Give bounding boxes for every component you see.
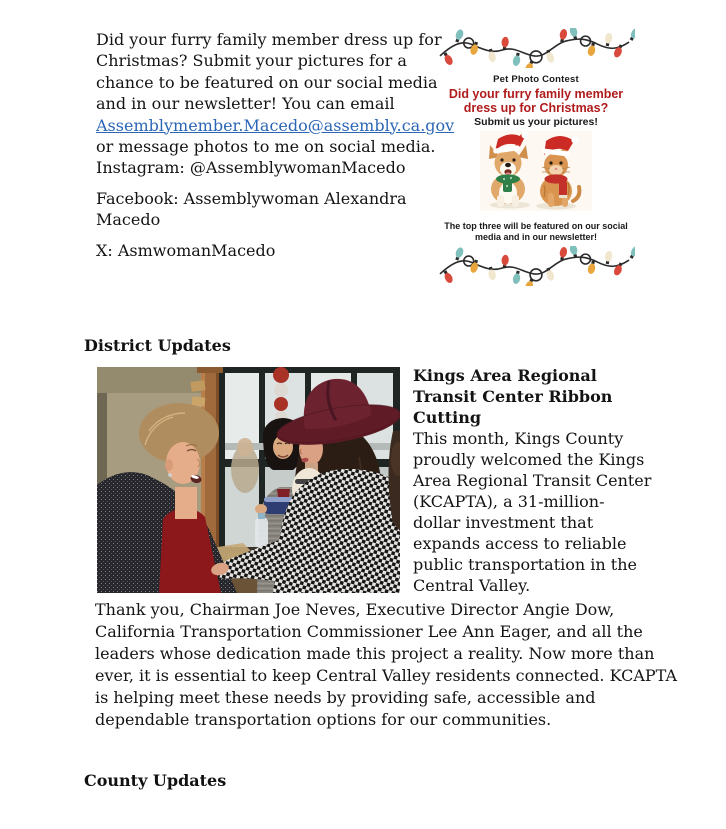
christmas-lights-top-icon bbox=[437, 28, 635, 68]
county-updates-heading: County Updates bbox=[84, 771, 227, 790]
district-article bbox=[413, 365, 725, 596]
x-line: X: AsmwomanMacedo bbox=[96, 240, 276, 260]
district-updates-heading: District Updates bbox=[84, 336, 231, 355]
santa-pets-image bbox=[480, 131, 592, 211]
intro-paragraph: Did your furry family member dress up for Christmas? Submit your pictures for a chance to be featured on our social media and in our newsletter! You can email bbox=[96, 30, 442, 114]
article-body-continued: Thank you, Chairman Joe Neves, Executive Director Angie Dow, California Transportation Commissioner Lee Ann Eager, and all the leaders whose dedication made this project a reality. Now more than ever, it is essential to keep Central Valley residents connected. KCAPTA is helping meet these needs by providing safe, accessible and dependable transportation options for our communities. bbox=[95, 600, 678, 729]
christmas-lights-bottom-icon bbox=[437, 246, 635, 286]
intro-section bbox=[96, 29, 455, 261]
pet-photo-contest-flyer bbox=[437, 28, 635, 286]
flyer-kicker: Pet Photo Contest bbox=[493, 74, 579, 85]
article-body: This month, Kings County proudly welcomed the Kings Area Regional Transit Center (KCAPTA), a 31-million- dollar investment that expands access to reliable public transportation in the Central Valley. bbox=[413, 429, 652, 595]
email-link[interactable]: Assemblymember.Macedo@assembly.ca.gov bbox=[96, 115, 455, 135]
facebook-line: Facebook: Assemblywoman Alexandra Macedo bbox=[96, 188, 407, 230]
flyer-subhead: Submit us your pictures! bbox=[474, 116, 598, 128]
intro-paragraph-continued: or message photos to me on social media. Instagram: @AssemblywomanMacedo bbox=[96, 137, 436, 178]
flyer-headline: Did your furry family member dress up for Christmas? bbox=[448, 87, 624, 115]
article-title: Kings Area Regional Transit Center Ribbon Cutting bbox=[413, 366, 613, 427]
flyer-footer: The top three will be featured on our social media and in our newsletter! bbox=[444, 221, 628, 242]
ribbon-cutting-photo bbox=[97, 367, 400, 593]
